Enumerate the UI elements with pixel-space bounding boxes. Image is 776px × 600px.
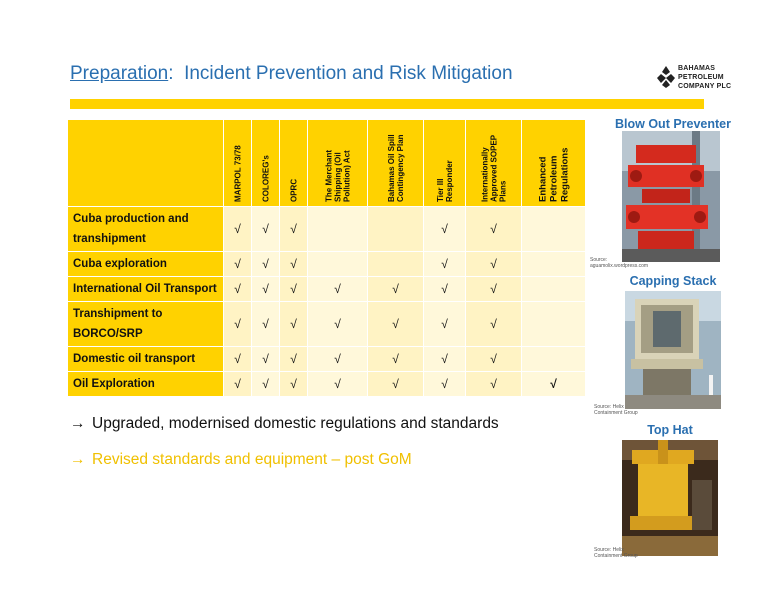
column-header: Enhanced Petroleum Regulations [522, 120, 586, 207]
bullet-text: Upgraded, modernised domestic regulations and standards [92, 415, 499, 432]
top-hat-title: Top Hat [647, 423, 693, 437]
row-label: Domestic oil transport [68, 347, 224, 372]
table-cell: √ [308, 302, 368, 347]
regulations-table [67, 119, 586, 397]
table-row [68, 277, 586, 302]
table-cell: √ [308, 277, 368, 302]
table-cell: √ [252, 302, 280, 347]
table-row [68, 347, 586, 372]
column-header: OPRC [280, 120, 308, 207]
logo-line3: COMPANY PLC [678, 83, 732, 90]
bullet-text: Revised standards and equipment – post GoM [92, 451, 412, 468]
table-row [68, 302, 586, 347]
table-cell [522, 347, 586, 372]
table-cell: √ [522, 372, 586, 397]
arrow-icon: → [70, 415, 86, 432]
logo-line1: BAHAMAS [678, 65, 716, 72]
column-header: The Merchant Shipping (Oil Pollution) Act [308, 120, 368, 207]
table-cell [522, 207, 586, 252]
column-header: Internationally Approved SOPEP Plans [466, 120, 522, 207]
table-cell: √ [424, 302, 466, 347]
capping-stack-source: Source: Helix Containment Group [594, 404, 638, 416]
table-cell: √ [424, 347, 466, 372]
row-label: Cuba exploration [68, 252, 224, 277]
column-header: Bahamas Oil Spill Contingency Plan [368, 120, 424, 207]
table-cell: √ [280, 207, 308, 252]
table-cell: √ [424, 372, 466, 397]
table-cell: √ [368, 277, 424, 302]
table-cell: √ [466, 302, 522, 347]
table-cell: √ [224, 372, 252, 397]
company-logo [657, 62, 757, 92]
row-label: International Oil Transport [68, 277, 224, 302]
table-cell: √ [224, 207, 252, 252]
table-cell: √ [224, 347, 252, 372]
table-cell: √ [424, 277, 466, 302]
table-cell: √ [252, 372, 280, 397]
title-colon: : [168, 63, 174, 84]
table-cell [522, 252, 586, 277]
table-cell: √ [252, 252, 280, 277]
table-cell [308, 207, 368, 252]
bullet-item [70, 415, 499, 433]
table-row [68, 372, 586, 397]
logo-line2: PETROLEUM [678, 74, 724, 81]
capping-stack-photo [625, 291, 721, 409]
table-header-row [68, 120, 586, 207]
table-cell: √ [368, 347, 424, 372]
table-cell: √ [252, 207, 280, 252]
title-underline-bar [70, 99, 704, 109]
table-cell: √ [466, 347, 522, 372]
column-header: MARPOL 73/78 [224, 120, 252, 207]
column-header: COLOREG's [252, 120, 280, 207]
table-cell: √ [252, 277, 280, 302]
slide-title [70, 63, 513, 85]
table-cell: √ [280, 347, 308, 372]
table-cell: √ [224, 277, 252, 302]
table-cell [522, 277, 586, 302]
table-cell: √ [308, 347, 368, 372]
table-cell: √ [224, 252, 252, 277]
arrow-icon: → [70, 451, 86, 468]
table-cell: √ [466, 277, 522, 302]
table-cell: √ [224, 302, 252, 347]
table-cell: √ [280, 302, 308, 347]
bop-photo [622, 131, 720, 262]
row-label: Oil Exploration [68, 372, 224, 397]
row-label: Cuba production and transhipment [68, 207, 224, 252]
title-rest: Incident Prevention and Risk Mitigation [173, 63, 513, 84]
table-cell: √ [466, 252, 522, 277]
table-cell [368, 252, 424, 277]
bop-source: Source: aguamolix.wordpress.com [590, 257, 649, 269]
table-cell: √ [466, 207, 522, 252]
capping-stack-title: Capping Stack [629, 274, 717, 288]
bop-photo-title: Blow Out Preventer [615, 117, 731, 131]
top-hat-photo [622, 440, 718, 556]
top-hat-source: Source: Helix Containment Group [594, 547, 638, 559]
table-cell: √ [368, 302, 424, 347]
table-row [68, 207, 586, 252]
table-cell: √ [280, 372, 308, 397]
table-cell: √ [280, 252, 308, 277]
logo-mark-icon [657, 66, 675, 88]
row-label: Transhipment to BORCO/SRP [68, 302, 224, 347]
column-header: Tier III Responder [424, 120, 466, 207]
table-cell: √ [280, 277, 308, 302]
bullet-item [70, 451, 412, 469]
table-corner-cell [68, 120, 224, 207]
table-cell: √ [308, 372, 368, 397]
table-cell: √ [368, 372, 424, 397]
logo-text [678, 64, 731, 91]
table-cell: √ [424, 252, 466, 277]
table-cell: √ [466, 372, 522, 397]
table-cell [368, 207, 424, 252]
table-cell: √ [252, 347, 280, 372]
table-cell [522, 302, 586, 347]
title-prefix: Preparation [70, 63, 169, 84]
table-cell: √ [424, 207, 466, 252]
table-row [68, 252, 586, 277]
table-cell [308, 252, 368, 277]
